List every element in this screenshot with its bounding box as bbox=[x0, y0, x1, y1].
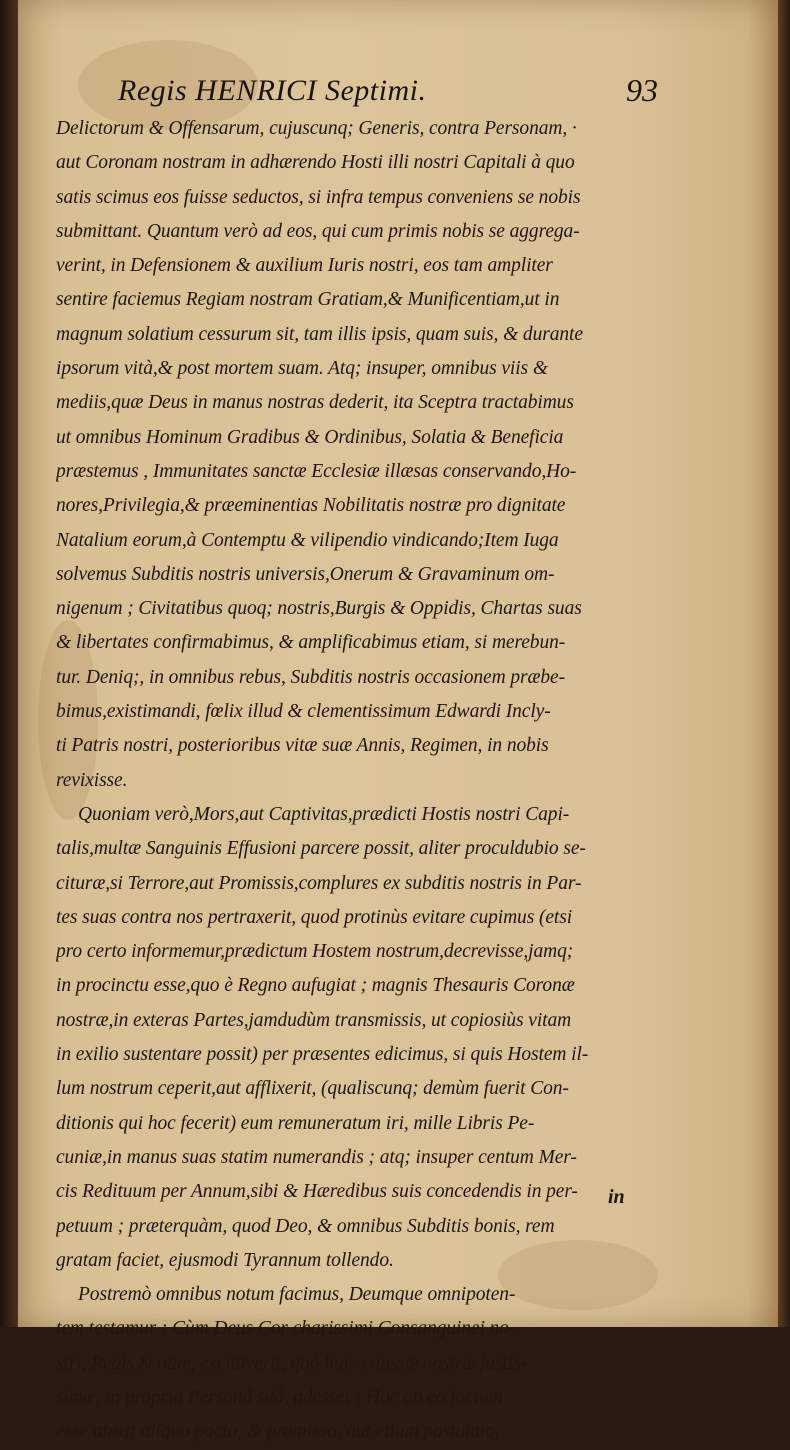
text-line: esse absq; aliquo pacto, & promisso, aut etiam postulato, bbox=[56, 1421, 500, 1443]
text-line: mediis,quæ Deus in manus nostras dederit, ita Sceptra tractabimus bbox=[56, 392, 574, 414]
text-line: nigenum ; Civitatibus quoq; nostris,Burgis & Oppidis, Chartas suas bbox=[56, 598, 582, 620]
text-line: ti Patris nostri, posterioribus vitæ suæ Annis, Regimen, in nobis bbox=[56, 735, 549, 757]
text-line: tur. Deniq;, in omnibus rebus, Subditis nostris occasionem præbe- bbox=[56, 666, 565, 688]
text-line: Natalium eorum,à Contemptu & vilipendio vindicando;Item Iuga bbox=[56, 529, 559, 551]
paragraph-start-line: Postremò omnibus notum facimus, Deumque omnipoten- bbox=[78, 1284, 516, 1306]
text-line: submittant. Quantum verò ad eos, qui cum primis nobis se aggrega- bbox=[56, 220, 580, 242]
text-line: petuum ; præterquàm, quod Deo, & omnibus Subditis bonis, rem bbox=[56, 1215, 555, 1237]
text-line: præstemus , Immunitates sanctæ Ecclesiæ illæsas conservando,Ho- bbox=[56, 460, 577, 482]
text-line: nores,Privilegia,& præeminentias Nobilitatis nostræ pro dignitate bbox=[56, 495, 566, 517]
text-line: & libertates confirmabimus, & amplificabimus etiam, si merebun- bbox=[56, 632, 566, 654]
text-line: aut Coronam nostram in adhærendo Hosti illi nostri Capitali à quo bbox=[56, 152, 575, 174]
running-title: Regis HENRICI Septimi. bbox=[118, 74, 427, 107]
text-line: revixisse. bbox=[56, 769, 128, 791]
text-line: solvemus Subditis nostris universis,Onerum & Gravaminum om- bbox=[56, 563, 555, 585]
catchword: in bbox=[608, 1186, 625, 1208]
text-line: bimus,existimandi, fœlix illud & clementissimum Edwardi Incly- bbox=[56, 701, 551, 723]
body-text bbox=[56, 112, 638, 1450]
text-line: cis Redituum per Annum,sibi & Hæredibus suis concedendis in per- bbox=[56, 1181, 578, 1203]
text-line: cuniæ,in manus suas statim numerandis ; atq; insuper centum Mer- bbox=[56, 1146, 577, 1168]
text-line: ditionis qui hoc fecerit) eum remuneratum iri, mille Libris Pe- bbox=[56, 1112, 535, 1134]
text-line: magnum solatium cessurum sit, tam illis ipsis, quam suis, & durante bbox=[56, 323, 583, 345]
text-line: lum nostrum ceperit,aut afflixerit, (qualiscunq; demùm fuerit Con- bbox=[56, 1078, 569, 1100]
text-line: tem testamur ; Cùm Deus Cor charissimi Consanguinei no- bbox=[56, 1318, 516, 1340]
text-line: Delictorum & Offensarum, cujuscunq; Generis, contra Personam, · bbox=[56, 118, 577, 139]
text-line: ipsorum vità,& post mortem suam. Atq; insuper, omnibus viis & bbox=[56, 358, 548, 380]
text-line: simæ, in propria Personâ suâ, adesset ; Hoc ab eo factum bbox=[56, 1386, 503, 1408]
page-edge-shadow bbox=[778, 0, 790, 1327]
text-line: ut omnibus Hominum Gradibus & Ordinibus, Solatia & Beneficia bbox=[56, 426, 564, 448]
text-line: in exilio sustentare possit) per præsentes edicimus, si quis Hostem il- bbox=[56, 1044, 589, 1066]
text-line: in procinctu esse,quo è Regno aufugiat ; magnis Thesauris Coronæ bbox=[56, 975, 575, 997]
text-line: verint, in Defensionem & auxilium Iuris nostri, eos tam ampliter bbox=[56, 255, 553, 277]
text-line: pro certo informemur,prædictum Hostem nostrum,decrevisse,jamq; bbox=[56, 941, 574, 963]
text-line: cituræ,si Terrore,aut Promissis,complures ex subditis nostris in Par- bbox=[56, 872, 582, 894]
text-line: talis,multæ Sanguinis Effusioni parcere possit, aliter proculdubio se- bbox=[56, 838, 586, 860]
text-line: nostræ,in exteras Partes,jamdudùm transmissis, ut copiosiùs vitam bbox=[56, 1009, 572, 1031]
page-number: 93 bbox=[626, 72, 658, 108]
text-line: gratam faciet, ejusmodi Tyrannum tollendo. bbox=[56, 1249, 394, 1271]
page-header bbox=[118, 70, 658, 116]
text-line: tes suas contra nos pertraxerit, quod protinùs evitare cupimus (etsi bbox=[56, 906, 573, 928]
book-page bbox=[18, 0, 778, 1443]
paragraph-start-line: Quoniam verò,Mors,aut Captivitas,prædicti Hostis nostri Capi- bbox=[78, 803, 570, 825]
text-line: stri, Regis Scotiæ, excitaverit, quò huic caussæ nostræ justis- bbox=[56, 1352, 527, 1374]
book-gutter-shadow bbox=[0, 0, 18, 1327]
text-line: satis scimus eos fuisse seductos, si infra tempus conveniens se nobis bbox=[56, 186, 581, 208]
text-line: sentire faciemus Regiam nostram Gratiam,& Munificentiam,ut in bbox=[56, 289, 560, 311]
